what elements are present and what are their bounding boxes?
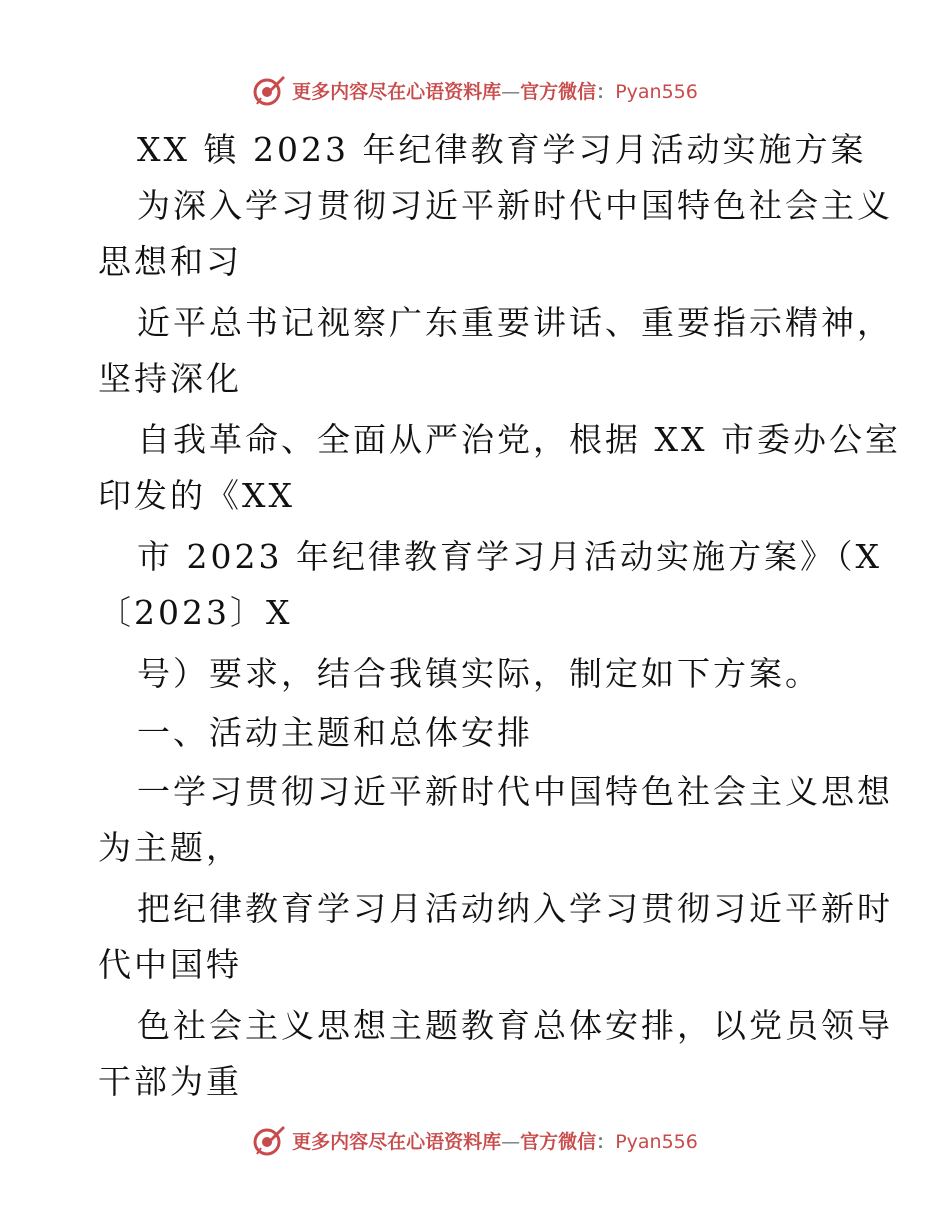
- paragraph-line: 〔2023〕X: [98, 593, 293, 632]
- paragraph-line: 干部为重: [98, 1062, 242, 1101]
- paragraph-line: 坚持深化: [98, 359, 242, 398]
- document-title: XX 镇 2023 年纪律教育学习月活动实施方案: [137, 130, 867, 169]
- pen-circle-icon: [252, 73, 286, 107]
- paragraph-line: 近平总书记视察广东重要讲话、重要指示精神，: [137, 303, 893, 342]
- paragraph-line: 一学习贯彻习近平新时代中国特色社会主义思想: [137, 772, 893, 811]
- header-banner: [0, 70, 950, 110]
- paragraph-line: 市 2023 年纪律教育学习月活动实施方案》（X: [137, 537, 882, 576]
- paragraph-line: 自我革命、全面从严治党，根据 XX 市委办公室: [137, 420, 901, 459]
- pen-circle-icon: [252, 1123, 286, 1157]
- section-heading: 一、活动主题和总体安排: [137, 713, 533, 752]
- paragraph-line: 号）要求，结合我镇实际，制定如下方案。: [137, 654, 821, 693]
- banner-text: 更多内容尽在心语资料库—官方微信：Pyan556: [292, 1130, 698, 1153]
- paragraph-line: 代中国特: [98, 945, 242, 984]
- footer-banner: [0, 1120, 950, 1160]
- paragraph-line: 为深入学习贯彻习近平新时代中国特色社会主义: [137, 186, 893, 225]
- paragraph-line: 印发的《XX: [98, 476, 295, 515]
- paragraph-line: 为主题，: [98, 828, 242, 867]
- paragraph-line: 把纪律教育学习月活动纳入学习贯彻习近平新时: [137, 889, 893, 928]
- paragraph-line: 色社会主义思想主题教育总体安排，以党员领导: [137, 1006, 893, 1045]
- paragraph-line: 思想和习: [98, 242, 242, 281]
- banner-text: 更多内容尽在心语资料库—官方微信：Pyan556: [292, 80, 698, 103]
